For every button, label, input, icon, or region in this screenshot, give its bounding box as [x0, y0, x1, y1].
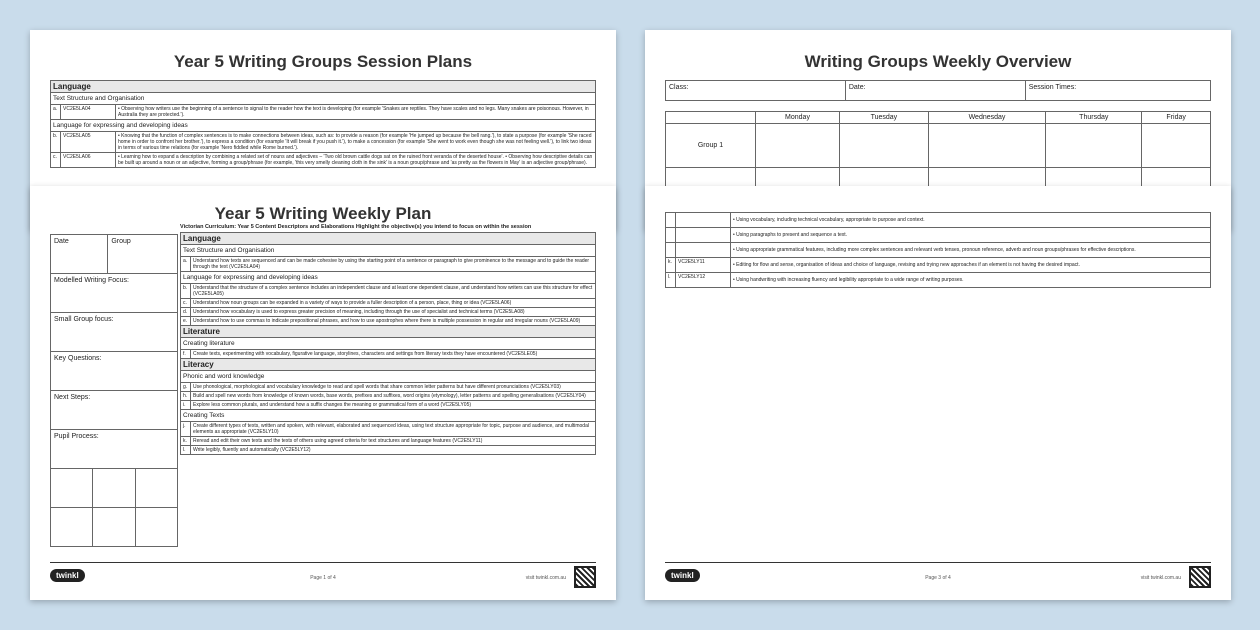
session-plans-title: Year 5 Writing Groups Session Plans — [173, 52, 473, 71]
qr-code-icon — [1189, 566, 1211, 588]
date-cell[interactable]: Date — [51, 235, 108, 274]
curriculum-panel — [180, 224, 596, 455]
page-footer — [50, 562, 596, 592]
row-text: • Editing for flow and sense, organisation of ideas and choice of language, revising and trying new approaches if an element is not having the desired impact. — [731, 258, 1211, 273]
page-number: Page 1 of 4 — [310, 575, 336, 581]
table-row — [51, 132, 596, 153]
day-header: Monday — [756, 112, 840, 124]
pupil-box[interactable] — [51, 469, 93, 508]
row-letter: a. — [181, 257, 191, 272]
subheading-text-structure: Text Structure and Organisation — [51, 93, 596, 105]
table-row[interactable] — [181, 422, 596, 437]
table-row[interactable] — [181, 446, 596, 455]
page-3-sheet — [645, 186, 1231, 600]
weekly-plan-title: Year 5 Writing Weekly Plan — [214, 204, 432, 223]
row-letter: i. — [181, 401, 191, 410]
date-label: Date: — [845, 81, 1025, 101]
row-text: • Using vocabulary, including technical vocabulary, appropriate to purpose and context. — [731, 213, 1211, 228]
row-code — [676, 228, 731, 243]
group-cell[interactable]: Group — [108, 235, 178, 274]
key-questions[interactable]: Key Questions: — [51, 352, 178, 391]
row-code: VC2E5LY11 — [676, 258, 731, 273]
row-text: • Observing how writers use the beginning of a sentence to signal to the reader how the text is developing (for example 'Snakes are reptiles. They have scales and no legs. Many snakes are poisonous. However, in Australia they are protected.'). — [116, 105, 596, 120]
row-text: Understand that the structure of a complex sentence includes an independent clause and at least one dependent clause, and understand how writers can use this structure for effect (VC2E5LA05) — [191, 284, 596, 299]
row-code: VC2E5LA06 — [61, 153, 116, 168]
row-letter: c. — [51, 153, 61, 168]
plan-cell[interactable] — [1142, 124, 1211, 168]
row-text: Explore less common plurals, and understand how a suffix changes the meaning or grammatical form of a word (VC2E5LY05) — [191, 401, 596, 410]
plan-cell[interactable] — [928, 124, 1046, 168]
table-row[interactable] — [181, 437, 596, 446]
subheading-language-expr: Language for expressing and developing ideas — [51, 120, 596, 132]
pupil-box[interactable] — [93, 469, 135, 508]
row-code: VC2E5LA05 — [61, 132, 116, 153]
row-letter: g. — [181, 383, 191, 392]
section-literacy: Literacy — [181, 359, 596, 371]
row-letter: b. — [181, 284, 191, 299]
subheading-phonic: Phonic and word knowledge — [181, 371, 596, 383]
row-text: • Knowing that the function of complex sentences is to make connections between ideas, such as: to provide a reason (for example 'He jumped up because the bell rang.'), to state a purpose (for example 'She raced home in order to confront her brother.'), to express a condition (for example 'It will break if you push it.'), to make a concession (for example 'She went to work even though she was not feeling well.'), to link two ideas in terms of various time relations (for example 'Nero fiddled while Rome burned.'). — [116, 132, 596, 153]
row-text: • Using paragraphs to present and sequence a text. — [731, 228, 1211, 243]
row-letter: l. — [181, 446, 191, 455]
table-row[interactable] — [181, 317, 596, 326]
row-letter — [666, 228, 676, 243]
overview-header-table — [665, 80, 1211, 101]
day-header: Wednesday — [928, 112, 1046, 124]
page-number: Page 3 of 4 — [925, 575, 951, 581]
row-text: Use phonological, morphological and vocabulary knowledge to read and spell words that share common letter patterns but have different pronunciations (VC2E5LY03) — [191, 383, 596, 392]
day-header: Tuesday — [840, 112, 929, 124]
table-row — [666, 213, 1211, 228]
row-text: • Using appropriate grammatical features, including more complex sentences and relevant verb tenses, pronoun reference, adverb and noun groups/phrases for effective descriptions. — [731, 243, 1211, 258]
table-row — [51, 105, 596, 120]
day-header: Thursday — [1046, 112, 1142, 124]
row-letter: f. — [181, 350, 191, 359]
pupil-grid — [50, 468, 178, 547]
class-label: Class: — [666, 81, 846, 101]
next-steps[interactable]: Next Steps: — [51, 391, 178, 430]
pupil-box[interactable] — [135, 469, 177, 508]
row-letter: b. — [51, 132, 61, 153]
row-letter: e. — [181, 317, 191, 326]
row-letter: l. — [666, 273, 676, 288]
table-row[interactable] — [181, 392, 596, 401]
row-text: Understand how texts are sequenced and can be made cohesive by using the starting point of a sentence or paragraph to give prominence to the message and to guide the reader through the text (VC2E5LA04) — [191, 257, 596, 272]
row-text: Understand how noun groups can be expanded in a variety of ways to provide a fuller description of a person, place, thing or idea (VC2E5LA06) — [191, 299, 596, 308]
table-row — [666, 258, 1211, 273]
modelled-writing-focus[interactable]: Modelled Writing Focus: — [51, 274, 178, 313]
row-letter: h. — [181, 392, 191, 401]
table-row[interactable] — [181, 284, 596, 299]
small-group-focus[interactable]: Small Group focus: — [51, 313, 178, 352]
pupil-box[interactable] — [135, 508, 177, 547]
footer-url[interactable]: visit twinkl.com.au — [1140, 575, 1181, 581]
session-times-label: Session Times: — [1025, 81, 1210, 101]
page-footer — [665, 562, 1211, 592]
planning-grid-table — [50, 234, 178, 469]
row-code — [676, 243, 731, 258]
table-row[interactable] — [181, 350, 596, 359]
section-language: Language — [181, 233, 596, 245]
row-code: VC2E5LA04 — [61, 105, 116, 120]
plan-cell[interactable] — [840, 124, 929, 168]
plan-cell[interactable] — [1046, 124, 1142, 168]
row-code — [676, 213, 731, 228]
day-header: Friday — [1142, 112, 1211, 124]
table-row[interactable] — [181, 383, 596, 392]
row-text: Create texts, experimenting with vocabulary, figurative language, storylines, characters and settings from literary texts they have encountered (VC2E5LE05) — [191, 350, 596, 359]
overview-days-table — [665, 111, 1211, 188]
row-text: Understand how vocabulary is used to express greater precision of meaning, including through the use of specialist and technical terms (VC2E5LA08) — [191, 308, 596, 317]
row-text: Write legibly, fluently and automatically (VC2E5LY12) — [191, 446, 596, 455]
table-row[interactable] — [181, 401, 596, 410]
pupil-box[interactable] — [51, 508, 93, 547]
group-cell — [666, 168, 756, 188]
plan-cell[interactable] — [928, 168, 1046, 188]
table-row — [666, 273, 1211, 288]
section-literature: Literature — [181, 326, 596, 338]
plan-cell[interactable] — [840, 168, 929, 188]
plan-cell[interactable] — [756, 124, 840, 168]
row-letter: k. — [666, 258, 676, 273]
row-letter: d. — [181, 308, 191, 317]
plan-cell[interactable] — [1046, 168, 1142, 188]
row-letter — [666, 213, 676, 228]
twinkl-logo[interactable]: twinkl — [50, 569, 85, 582]
plan-cell[interactable] — [1142, 168, 1211, 188]
row-text: Reread and edit their own texts and the texts of others using agreed criteria for text structures and language features (VC2E5LY11) — [191, 437, 596, 446]
row-letter: k. — [181, 437, 191, 446]
corner-cell — [666, 112, 756, 124]
curriculum-table — [180, 232, 596, 455]
table-row — [666, 243, 1211, 258]
pupil-process[interactable]: Pupil Process: — [51, 430, 178, 469]
overview-title: Writing Groups Weekly Overview — [804, 52, 1072, 71]
table-row[interactable] — [181, 308, 596, 317]
row-text: Build and spell new words from knowledge of known words, base words, prefixes and suffixes, word origins (etymology), letter patterns and spelling generalisations (VC2E5LY04) — [191, 392, 596, 401]
page3-table — [665, 212, 1211, 288]
table-row — [51, 153, 596, 168]
row-letter: c. — [181, 299, 191, 308]
left-planning-grid — [50, 234, 178, 547]
table-row[interactable] — [181, 299, 596, 308]
section-language: Language — [51, 81, 596, 93]
row-text: Understand how to use commas to indicate prepositional phrases, and how to use apostrophes where there is multiple possession in regular and irregular nouns (VC2E5LA09) — [191, 317, 596, 326]
session-plans-table — [50, 80, 596, 168]
weekly-plan-sheet — [30, 186, 616, 600]
footer-url[interactable]: visit twinkl.com.au — [525, 575, 566, 581]
row-text: • Learning how to expand a description by combining a related set of nouns and adjectives – 'Two old brown cattle dogs sat on the ruined front veranda of the deserted house'. • Observing how descriptive details can be built up around a noun or an adjective, forming a group/phrase (for example, 'this very smelly cleaning cloth in the sink' is a noun group/phrase and 'as pretty as the flowers in May' is an adjective group/phrase). — [116, 153, 596, 168]
twinkl-logo[interactable]: twinkl — [665, 569, 700, 582]
group-1-label: Group 1 — [666, 124, 756, 168]
table-row — [666, 228, 1211, 243]
subheading-creating-texts: Creating Texts — [181, 410, 596, 422]
row-letter: a. — [51, 105, 61, 120]
curriculum-header: Victorian Curriculum: Year 5 Content Descriptors and Elaborations Highlight the objective(s) you intend to focus on within the session — [180, 224, 532, 230]
subheading-creating-literature: Creating literature — [181, 338, 596, 350]
row-letter: j. — [181, 422, 191, 437]
subheading-text-structure: Text Structure and Organisation — [181, 245, 596, 257]
table-row[interactable] — [181, 257, 596, 272]
row-text: Create different types of texts, written and spoken, with relevant, elaborated and sequenced ideas, using text structure appropriate for topic, purpose and audience, and multimodal elements as appropriate (VC2E5LY10) — [191, 422, 596, 437]
subheading-language-expr: Language for expressing and developing ideas — [181, 272, 596, 284]
row-code: VC2E5LY12 — [676, 273, 731, 288]
plan-cell[interactable] — [756, 168, 840, 188]
row-text: • Using handwriting with increasing fluency and legibility appropriate to a wide range of writing purposes. — [731, 273, 1211, 288]
pupil-box[interactable] — [93, 508, 135, 547]
row-letter — [666, 243, 676, 258]
qr-code-icon — [574, 566, 596, 588]
